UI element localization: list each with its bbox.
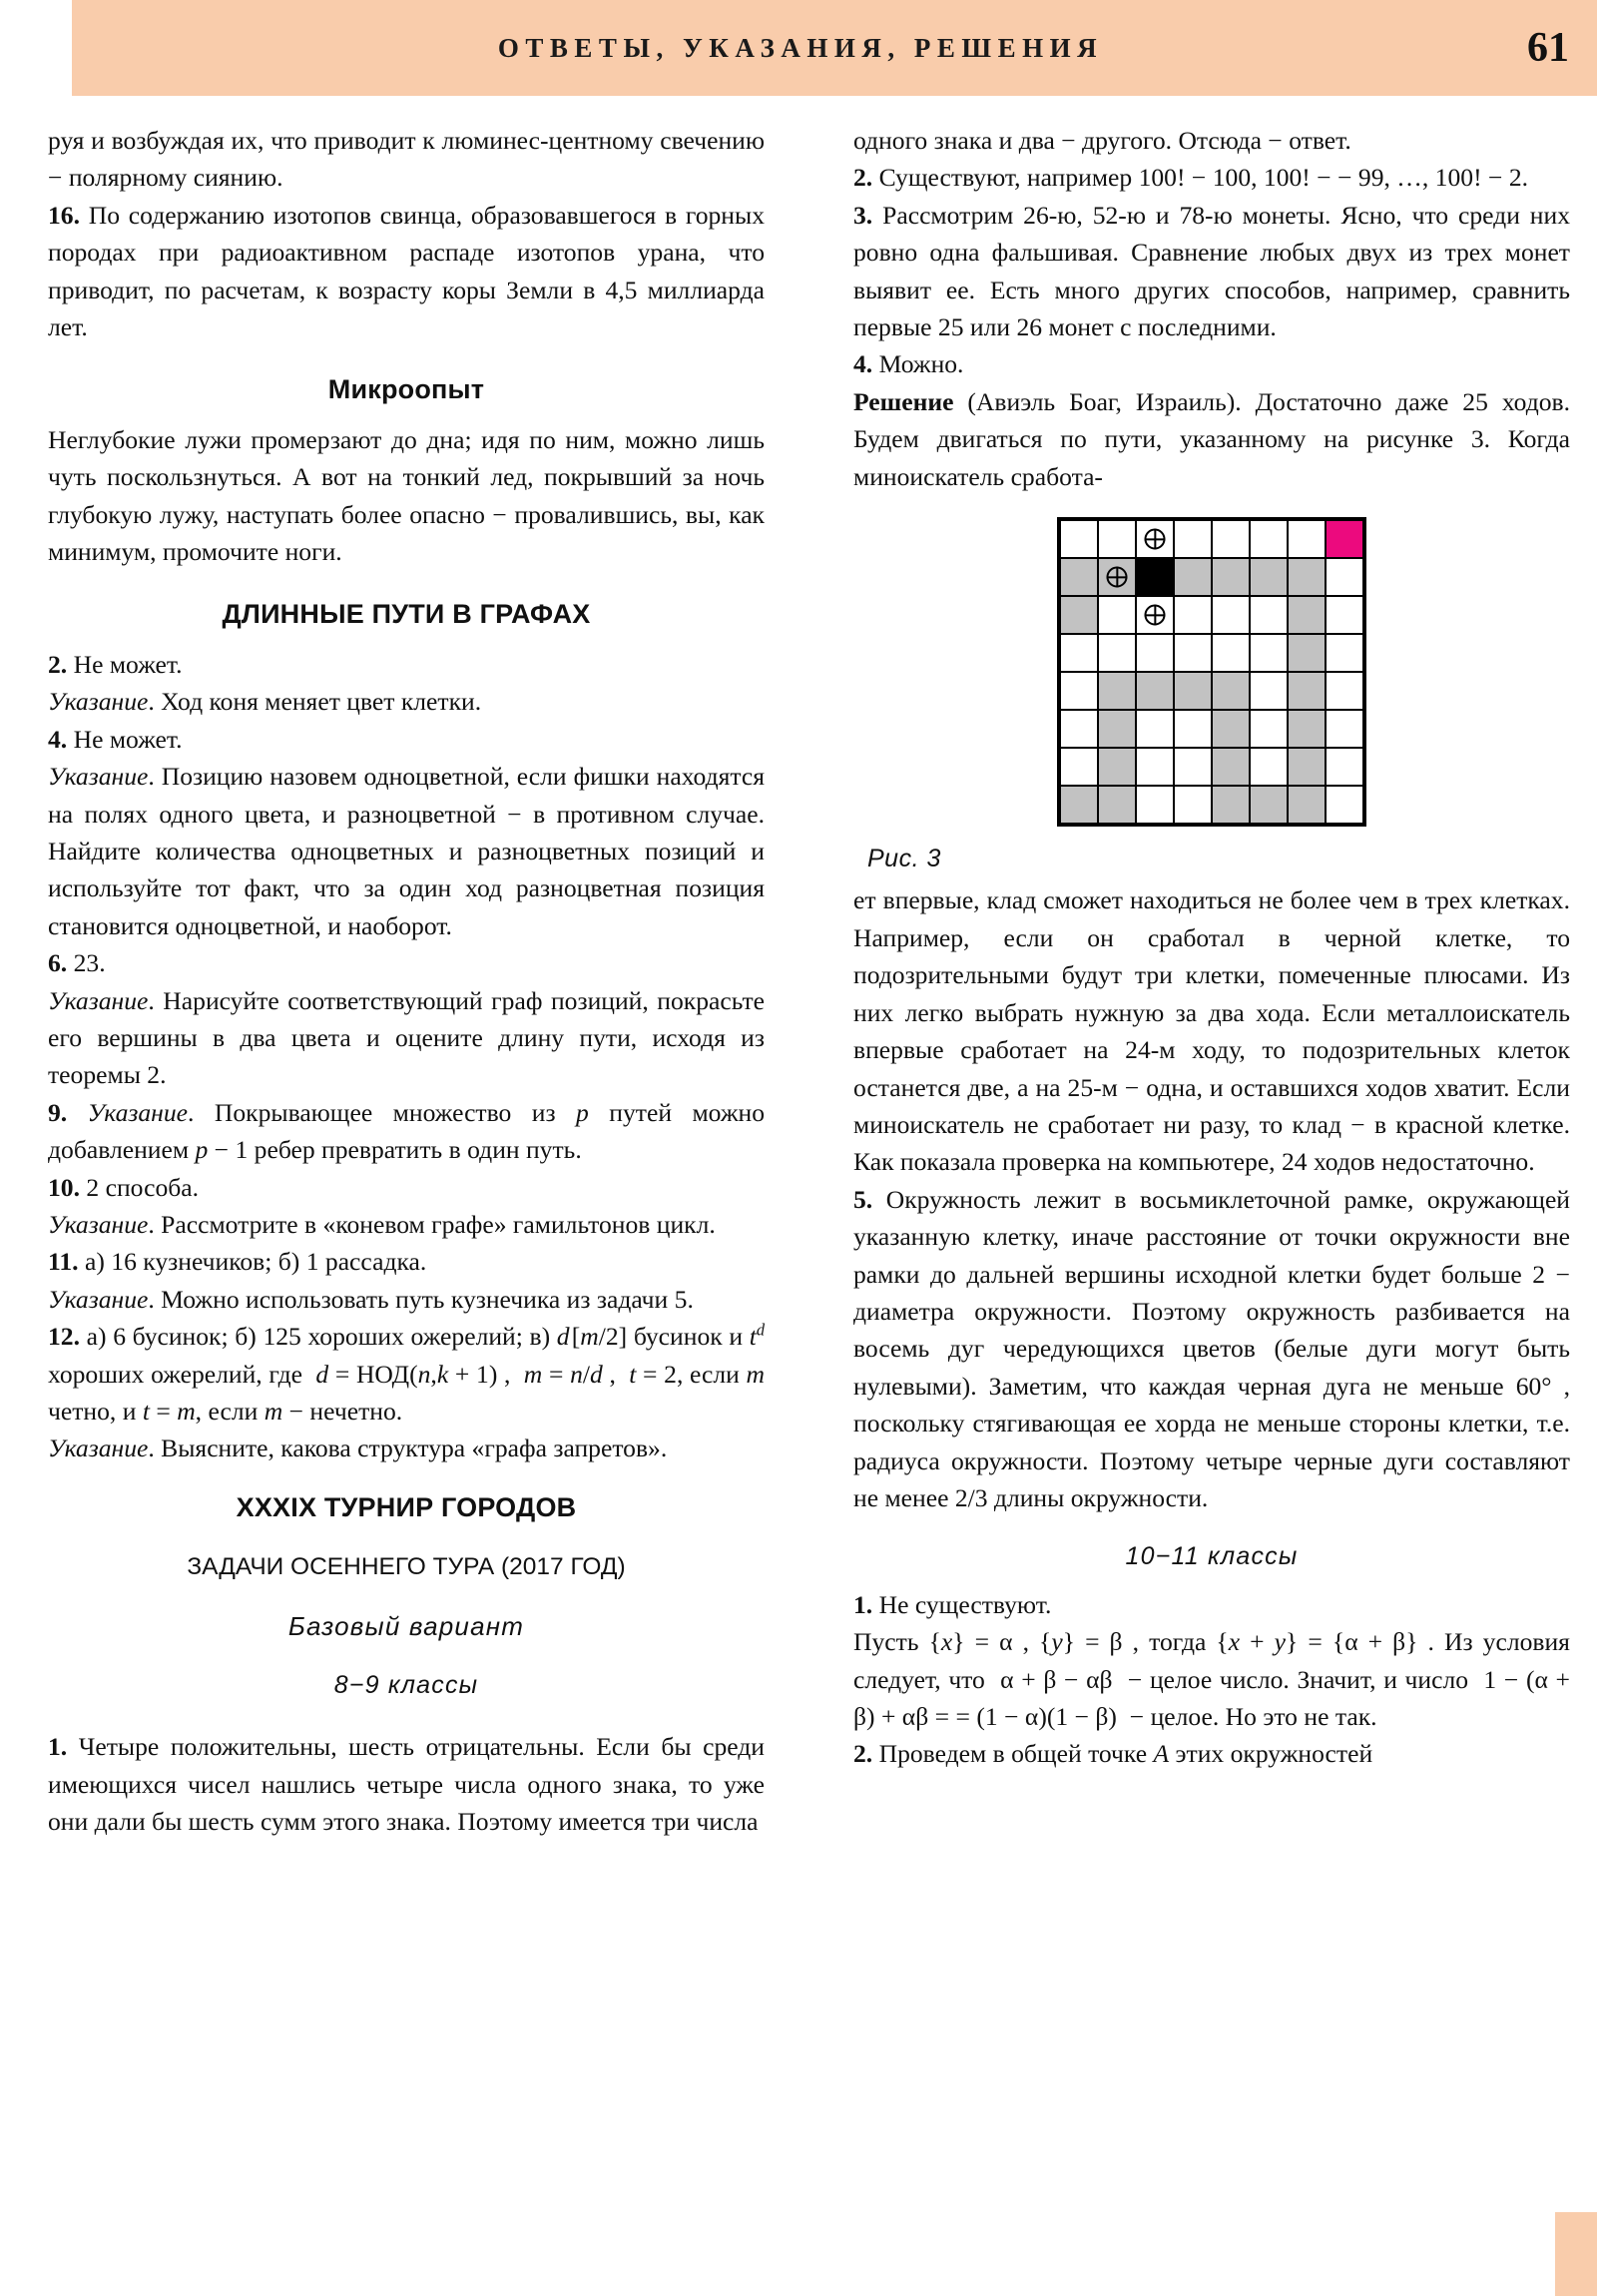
answer-number: 2. xyxy=(853,163,873,193)
figure-caption: Рис. 3 xyxy=(867,845,941,873)
grid-cell-r3-c4 xyxy=(1174,596,1212,634)
circled-plus-icon xyxy=(1145,529,1166,550)
grid-cell-r5-c4 xyxy=(1174,672,1212,710)
solution-paragraph: Решение (Авиэль Боаг, Израиль). Достаточно даже 25 ходов. Будем двигаться по пути, указанному на рисунке 3. Когда миноискатель сработа- xyxy=(853,386,1570,491)
page-title: ОТВЕТЫ, УКАЗАНИЯ, РЕШЕНИЯ xyxy=(497,33,1104,63)
grid-cell-r6-c5 xyxy=(1212,710,1250,748)
grid-cell-r4-c1 xyxy=(1060,634,1098,672)
grid-cell-r6-c8 xyxy=(1326,710,1363,748)
answer-number: 2. xyxy=(48,649,68,679)
grid-cell-r5-c7 xyxy=(1288,672,1326,710)
answer-item-1-left: 1. Четыре положительны, шесть отрицательны. Если бы среди имеющихся чисел нашлись четыре числа одного знака, то уже они дали бы шесть сумм этого знака. Поэтому имеется три числа xyxy=(48,1732,765,1837)
paragraph-after-figure: ет впервые, клад сможет находиться не более чем в трех клетках. Например, если он сработал в черной клетке, то подозрительными будут три клетки, помеченные плюсами. Из них легко выбрать нужную за два хода. Если металлоискатель впервые сработает на 24-м ходу, то подозрительных клеток останется две, а на 25-м − одна, и оставшихся ходов хватит. Если миноискатель не сработает ни разу, то клад − в красной клетке. Как показала проверка на компьютере, 24 ходов недостаточно. xyxy=(853,885,1570,1177)
grid-cell-r8-c1 xyxy=(1060,786,1098,824)
grid-cell-r4-c5 xyxy=(1212,634,1250,672)
grid-cell-r3-c3 xyxy=(1136,596,1174,634)
grid-cell-r2-c6 xyxy=(1250,558,1288,596)
answer-number: 3. xyxy=(853,200,873,230)
grid-cell-r4-c6 xyxy=(1250,634,1288,672)
grid-cell-r8-c3 xyxy=(1136,786,1174,824)
page-number: 61 xyxy=(1527,25,1569,71)
grid-cell-r1-c7 xyxy=(1288,520,1326,558)
grid-cell-r5-c3 xyxy=(1136,672,1174,710)
hint-label: Указание xyxy=(48,1209,149,1239)
grid-cell-r3-c8 xyxy=(1326,596,1363,634)
answer-item-6: 6. 23. xyxy=(48,948,106,978)
grid-cell-r1-c3 xyxy=(1136,520,1174,558)
hint-item-11: Указание. Можно использовать путь кузнечика из задачи 5. xyxy=(48,1284,694,1314)
grid-cell-r8-c4 xyxy=(1174,786,1212,824)
grid-cell-r6-c4 xyxy=(1174,710,1212,748)
answer-item-5-right: 5. Окружность лежит в восьмиклеточной рамке, окружающей указанную клетку, иначе расстояние от точки окружности вне рамки до дальней вершины исходной клетки будет больше 2 − диаметра окружности. Поэтому окружность разбивается на восемь дуг чередующихся цветов (белые дуги могут быть нулевыми). Заметим, что каждая черная дуга не меньше 60° , поскольку стягивающая ее хорда не меньше стороны клетки, т.е. радиуса окружности. Поэтому четыре черные дуги составляют не менее 2/3 длины окружности. xyxy=(853,1184,1570,1512)
grid-cell-r8-c7 xyxy=(1288,786,1326,824)
answer-item-12: 12. а) 6 бусинок; б) 125 хороших ожерелий; в) d [m/2] бусинок и $t^d$ хороших ожерелий, где d = НОД(n,k + 1) , m = n/d , t = 2, если m четно, и t = m, если m − нечетно. xyxy=(48,1320,766,1426)
answer-item-9: 9. Указание. Покрывающее множество из p путей можно добавлением p − 1 ребер превратить в один путь. xyxy=(48,1097,765,1165)
answer-item-4: 4. Не может. xyxy=(48,724,183,754)
answer-number: 11. xyxy=(48,1247,79,1277)
heading-microexperiment: Микроопыт xyxy=(327,374,485,405)
grid-cell-r1-c8 xyxy=(1326,520,1363,558)
hint-label: Указание xyxy=(48,762,149,792)
paragraph-continued: руя и возбуждая их, что приводит к люминес-центному свечению − полярному сиянию. xyxy=(48,126,765,193)
figure-ris-3 xyxy=(853,517,1570,877)
answer-item-2-right: 2. Существуют, например 100! − 100, 100! − − 99, …, 100! − 2. xyxy=(853,163,1529,193)
page-header-band xyxy=(72,0,1597,96)
subheading-basic-variant: Базовый вариант xyxy=(287,1610,525,1641)
grid-cell-r2-c4 xyxy=(1174,558,1212,596)
answer-number: 1. xyxy=(48,1732,68,1762)
grid-cell-r2-c1 xyxy=(1060,558,1098,596)
answer-item-1-formula-block: Пусть {x} = α , {y} = β , тогда {x + y} = {α + β} . Из условия следует, что α + β − αβ − целое число. Значит, и число 1 − (α + β) + αβ = = (1 − α)(1 − β) − целое. Но это не так. xyxy=(853,1627,1570,1731)
grid-cell-r7-c2 xyxy=(1098,748,1136,786)
grid-cell-r2-c8 xyxy=(1326,558,1363,596)
grid-cell-r5-c1 xyxy=(1060,672,1098,710)
answer-item-10: 10. 2 способа. xyxy=(48,1172,200,1202)
grid-cell-r4-c3 xyxy=(1136,634,1174,672)
grid-cell-r6-c2 xyxy=(1098,710,1136,748)
hint-label: Указание xyxy=(87,1097,189,1127)
grid-cell-r8-c8 xyxy=(1326,786,1363,824)
grid-cell-r8-c5 xyxy=(1212,786,1250,824)
paragraph-continued-right: одного знака и два − другого. Отсюда − ответ. xyxy=(853,126,1351,155)
grid-cell-r3-c2 xyxy=(1098,596,1136,634)
grid-cell-r1-c6 xyxy=(1250,520,1288,558)
hint-item-4: Указание. Позицию назовем одноцветной, если фишки находятся на полях одного цвета, и разноцветной − в противном случае. Найдите количества одноцветных и разноцветных позиций и используйте тот факт, что за один ход разноцветная позиция становится одноцветной, и наоборот. xyxy=(48,762,765,940)
right-column xyxy=(853,122,1570,1773)
grid-cell-r6-c6 xyxy=(1250,710,1288,748)
grid-cell-r5-c6 xyxy=(1250,672,1288,710)
grid-cell-r1-c5 xyxy=(1212,520,1250,558)
answer-item-2: 2. Не может. xyxy=(48,649,183,679)
grid-cell-r1-c2 xyxy=(1098,520,1136,558)
answer-number: 9. xyxy=(48,1097,68,1127)
grid-cell-r4-c7 xyxy=(1288,634,1326,672)
answer-number: 4. xyxy=(853,349,873,379)
solution-label: Решение xyxy=(853,386,954,416)
circled-plus-icon xyxy=(1145,605,1166,626)
grid-cell-r3-c1 xyxy=(1060,596,1098,634)
grid-cell-r4-c8 xyxy=(1326,634,1363,672)
hint-label: Указание xyxy=(48,687,149,717)
microexperiment-text: Неглубокие лужи промерзают до дна; идя по ним, можно лишь чуть поскользнуться. А вот на тонкий лед, покрывший за ночь глубокую лужу, наступать более опасно − провалившись, вы, как минимум, промочите ноги. xyxy=(48,424,765,567)
grid-cell-r6-c3 xyxy=(1136,710,1174,748)
grid-cell-r7-c6 xyxy=(1250,748,1288,786)
answer-number: 10. xyxy=(48,1172,80,1202)
grid-cell-r7-c7 xyxy=(1288,748,1326,786)
subheading-grades-8-9: 8−9 классы xyxy=(333,1671,479,1700)
grid-diagram xyxy=(1057,517,1366,827)
grid-cell-r1-c1 xyxy=(1060,520,1098,558)
answer-number: 12. xyxy=(48,1322,80,1352)
hint-item-12: Указание. Выясните, какова структура «графа запретов». xyxy=(48,1434,668,1463)
circled-plus-icon xyxy=(1107,567,1128,588)
answer-number: 2. xyxy=(853,1739,873,1769)
grid-cell-r8-c2 xyxy=(1098,786,1136,824)
answer-number: 1. xyxy=(853,1589,873,1619)
grid-cell-r1-c4 xyxy=(1174,520,1212,558)
grid-cell-r6-c7 xyxy=(1288,710,1326,748)
hint-label: Указание xyxy=(48,1284,149,1314)
corner-decoration-block xyxy=(1555,2212,1597,2296)
grid-cell-r2-c2 xyxy=(1098,558,1136,596)
hint-item-2: Указание. Ход коня меняет цвет клетки. xyxy=(48,687,482,717)
grid-cell-r5-c8 xyxy=(1326,672,1363,710)
grid-cell-r7-c8 xyxy=(1326,748,1363,786)
answer-item-2-final-right: 2. Проведем в общей точке A этих окружностей xyxy=(853,1739,1373,1769)
grid-cell-r3-c7 xyxy=(1288,596,1326,634)
answer-number: 5. xyxy=(853,1184,873,1214)
spacer xyxy=(48,1714,765,1728)
grid-cell-r3-c5 xyxy=(1212,596,1250,634)
answer-item-4-right: 4. Можно. xyxy=(853,349,964,379)
grid-cell-r5-c5 xyxy=(1212,672,1250,710)
hint-label: Указание xyxy=(48,985,149,1015)
grid-cell-r2-c7 xyxy=(1288,558,1326,596)
subheading-grades-10-11: 10−11 классы xyxy=(1125,1542,1299,1571)
subheading-autumn-round: ЗАДАЧИ ОСЕННЕГО ТУРА (2017 ГОД) xyxy=(187,1553,626,1581)
answer-item-11: 11. а) 16 кузнечиков; б) 1 рассадка. xyxy=(48,1247,427,1277)
answer-item-3-right: 3. Рассмотрим 26-ю, 52-ю и 78-ю монеты. Ясно, что среди них ровно одна фальшивая. Сравнение любых двух из трех монет выявит ее. Есть много других способов, например, сравнить первые 25 или 26 монет с последними. xyxy=(853,200,1570,342)
answer-number: 16. xyxy=(48,200,80,230)
left-column xyxy=(48,122,765,1841)
grid-cell-r3-c6 xyxy=(1250,596,1288,634)
grid-cell-r7-c5 xyxy=(1212,748,1250,786)
answer-number: 4. xyxy=(48,724,68,754)
hint-label: Указание xyxy=(48,1434,149,1463)
grid-cell-r7-c1 xyxy=(1060,748,1098,786)
answer-item-16: 16. По содержанию изотопов свинца, образовавшегося в горных породах при радиоактивном распаде изотопов урана, что приводит, по расчетам, к возрасту коры Земли в 4,5 миллиарда лет. xyxy=(48,200,765,342)
grid-cell-r8-c6 xyxy=(1250,786,1288,824)
answer-number: 6. xyxy=(48,948,68,978)
heading-long-paths-in-graphs: ДЛИННЫЕ ПУТИ В ГРАФАХ xyxy=(222,599,591,630)
grid-cell-r7-c4 xyxy=(1174,748,1212,786)
grid-cell-r7-c3 xyxy=(1136,748,1174,786)
hint-item-6: Указание. Нарисуйте соответствующий граф позиций, покрасьте его вершины в два цвета и оцените длину пути, исходя из теоремы 2. xyxy=(48,985,765,1090)
grid-cell-r2-c3 xyxy=(1136,558,1174,596)
grid-cell-r2-c5 xyxy=(1212,558,1250,596)
grid-cell-r5-c2 xyxy=(1098,672,1136,710)
grid-cell-r4-c2 xyxy=(1098,634,1136,672)
answer-item-1-right: 1. Не существуют. xyxy=(853,1589,1052,1619)
grid-cell-r4-c4 xyxy=(1174,634,1212,672)
grid-cell-r6-c1 xyxy=(1060,710,1098,748)
hint-item-10: Указание. Рассмотрите в «коневом графе» гамильтонов цикл. xyxy=(48,1209,716,1239)
heading-tournament-of-towns: XXXIX ТУРНИР ГОРОДОВ xyxy=(236,1491,577,1522)
